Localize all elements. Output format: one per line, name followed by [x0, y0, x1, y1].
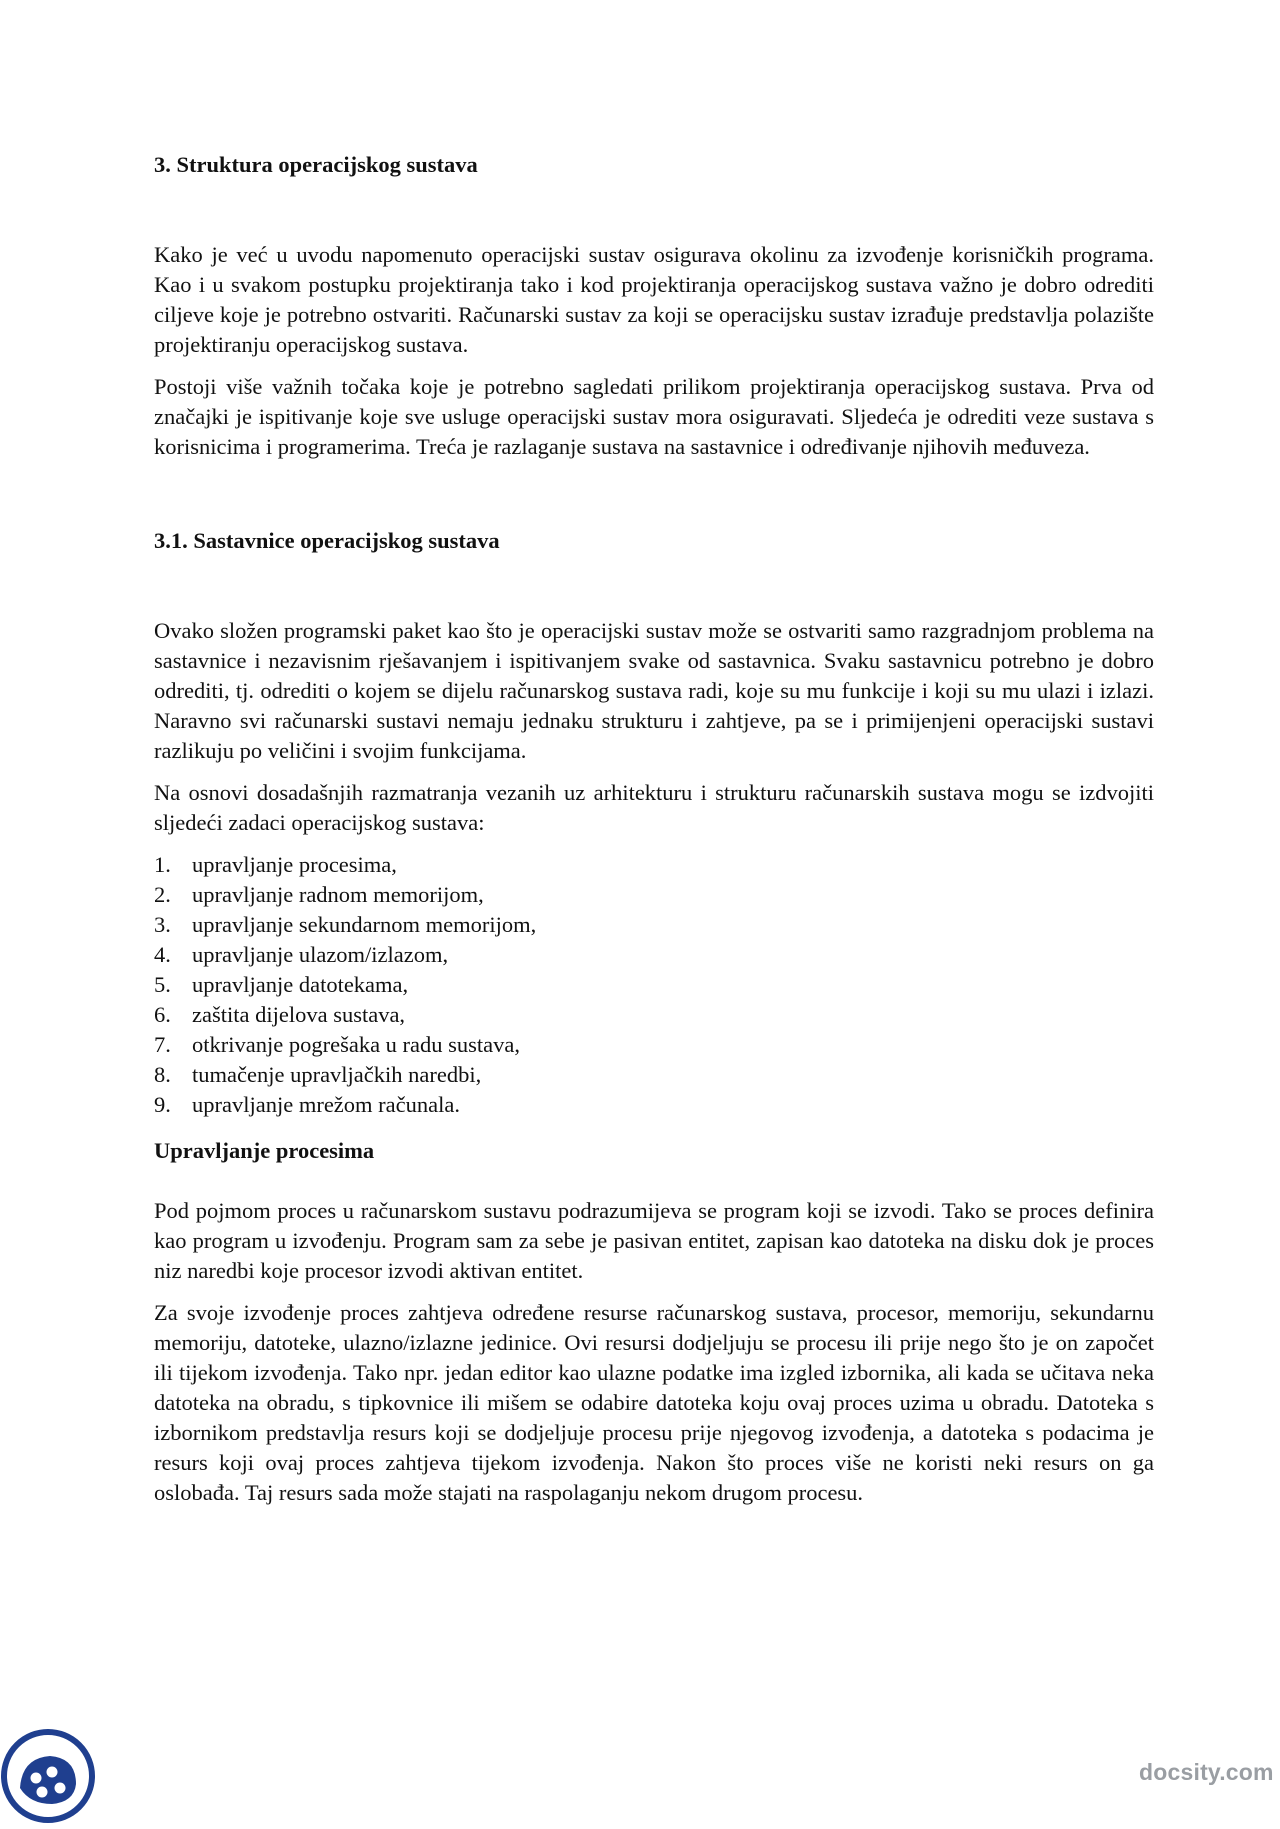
list-item	[154, 850, 1154, 880]
list-number: 4.	[154, 942, 171, 967]
task-list	[154, 850, 1154, 1120]
list-text: upravljanje sekundarnom memorijom,	[192, 912, 537, 937]
list-number: 2.	[154, 882, 171, 907]
list-number: 9.	[154, 1092, 171, 1117]
list-number: 1.	[154, 852, 171, 877]
section-title: 3. Struktura operacijskog sustava	[154, 152, 478, 177]
docsity-logo-icon[interactable]	[0, 1728, 96, 1824]
list-text: zaštita dijelova sustava,	[192, 1002, 406, 1027]
paragraph: Na osnovi dosadašnjih razmatranja vezanih uz arhitekturu i strukturu računarskih sustava mogu se izdvojiti sljedeći zadaci operacijskog sustava:	[154, 780, 1154, 835]
list-item	[154, 970, 1154, 1000]
paragraph: Ovako složen programski paket kao što je operacijski sustav može se ostvariti samo razgradnjom problema na sastavnice i nezavisnim rješavanjem i ispitivanjem svake od sastavnica. Svaku sastavnicu potrebno je dobro odrediti, tj. odrediti o kojem se dijelu računarskog sustava radi, koje su mu funkcije i koji su mu ulazi i izlazi. Naravno svi računarski sustavi nemaju jednaku strukturu i zahtjeve, pa se i primijenjeni operacijski sustavi razlikuju po veličini i svojim funkcijama.	[154, 618, 1154, 763]
list-text: tumačenje upravljačkih naredbi,	[192, 1062, 482, 1087]
heading-upravljanje-procesima: Upravljanje procesima	[154, 1138, 375, 1163]
list-text: otkrivanje pogrešaka u radu sustava,	[192, 1032, 521, 1057]
list-item	[154, 910, 1154, 940]
list-number: 5.	[154, 972, 171, 997]
paragraph: Pod pojmom proces u računarskom sustavu podrazumijeva se program koji se izvodi. Tako se proces definira kao program u izvođenju. Program sam za sebe je pasivan entitet, zapisan kao datoteka na disku dok je proces niz naredbi koje procesor izvodi aktivan entitet.	[154, 1198, 1154, 1283]
list-number: 8.	[154, 1062, 171, 1087]
list-text: upravljanje mrežom računala.	[192, 1092, 460, 1117]
list-item	[154, 880, 1154, 910]
subsection-title: 3.1. Sastavnice operacijskog sustava	[154, 528, 500, 553]
list-number: 3.	[154, 912, 171, 937]
docsity-brand-link[interactable]: docsity.com	[1139, 1759, 1274, 1785]
list-item	[154, 1030, 1154, 1060]
list-item	[154, 1060, 1154, 1090]
list-item	[154, 1090, 1154, 1120]
list-number: 6.	[154, 1002, 171, 1027]
list-item	[154, 1000, 1154, 1030]
list-text: upravljanje radnom memorijom,	[192, 882, 484, 907]
list-item	[154, 940, 1154, 970]
list-text: upravljanje ulazom/izlazom,	[192, 942, 449, 967]
document-body	[154, 150, 1154, 1508]
paragraph: Postoji više važnih točaka koje je potrebno sagledati prilikom projektiranja operacijskog sustava. Prva od značajki je ispitivanje koje sve usluge operacijski sustav mora osiguravati. Sljedeća je odrediti veze sustava s korisnicima i programerima. Treća je razlaganje sustava na sastavnice i određivanje njihovih međuveza.	[154, 374, 1154, 459]
list-text: upravljanje datotekama,	[192, 972, 409, 997]
list-text: upravljanje procesima,	[192, 852, 397, 877]
paragraph: Za svoje izvođenje proces zahtjeva određene resurse računarskog sustava, procesor, memoriju, sekundarnu memoriju, datoteke, ulazno/izlazne jedinice. Ovi resursi dodjeljuju se procesu ili prije nego što je on započet ili tijekom izvođenja. Tako npr. jedan editor kao ulazne podatke ima izgled izbornika, ali kada se učitava neka datoteka na obradu, s tipkovnice ili mišem se odabire datoteka koju ovaj proces uzima u obradu. Datoteka s izbornikom predstavlja resurs koji se dodjeljuje procesu prije njegovog izvođenja, a datoteka s podacima je resurs koji ovaj proces zahtjeva tijekom izvođenja. Nakon što proces više ne koristi neki resurs on ga oslobađa. Taj resurs sada može stajati na raspolaganju nekom drugom procesu.	[154, 1300, 1154, 1505]
list-number: 7.	[154, 1032, 171, 1057]
paragraph: Kako je već u uvodu napomenuto operacijski sustav osigurava okolinu za izvođenje korisničkih programa. Kao i u svakom postupku projektiranja tako i kod projektiranja operacijskog sustava važno je dobro odrediti ciljeve koje je potrebno ostvariti. Računarski sustav za koji se operacijsku sustav izrađuje predstavlja polazište projektiranju operacijskog sustava.	[154, 242, 1154, 357]
